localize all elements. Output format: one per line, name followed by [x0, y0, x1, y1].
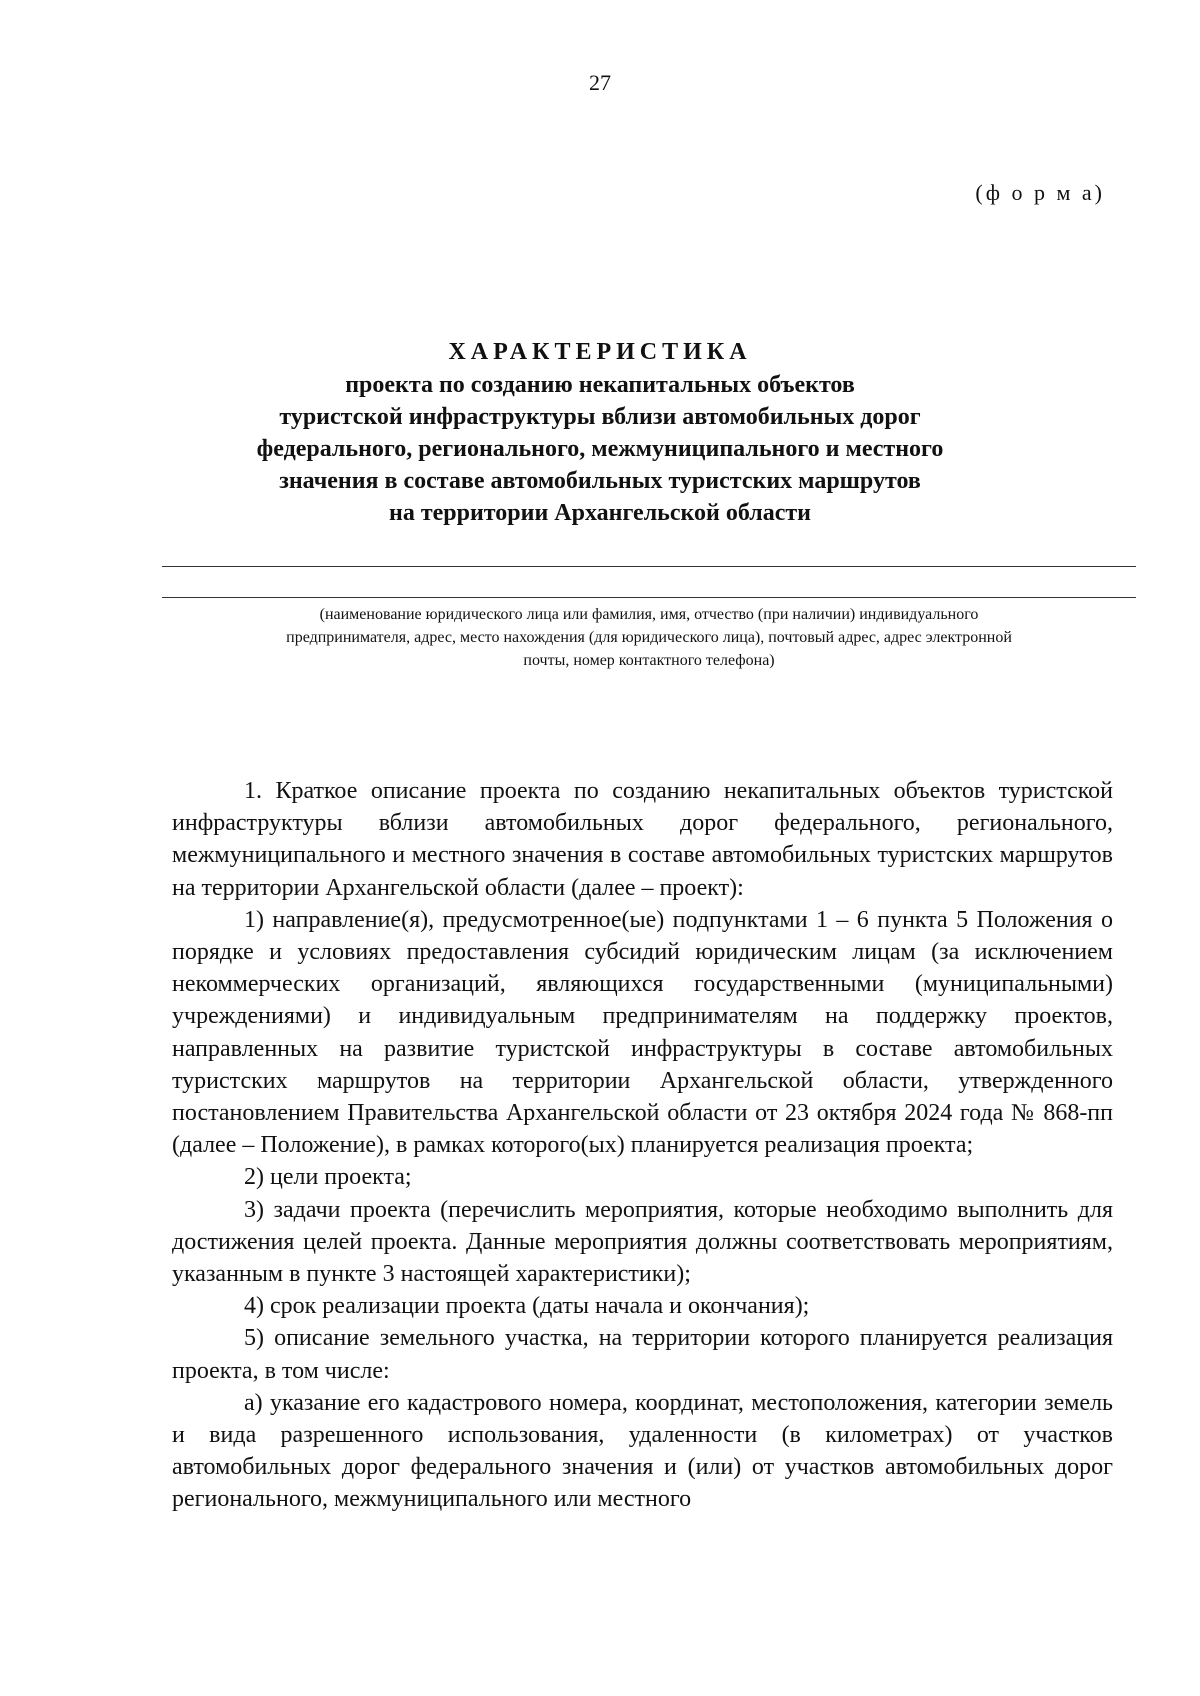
paragraph: 4) срок реализации проекта (даты начала и окончания);	[244, 1293, 810, 1320]
document-title	[0, 335, 1200, 529]
document-body	[172, 775, 1113, 1516]
paragraph: 1) направление(я), предусмотренное(ые) подпунктами 1 – 6 пункта 5 Положения о порядке и условиях предоставления субсидий юридическим лицам (за исключением некоммерческих организаций, являющихся государственными (муниципальными) учреждениями) и индивидуальным предпринимателям на поддержку проектов, направленных на развитие туристской инфраструктуры в составе автомобильных туристских маршрутов на территории Архангельской области, утвержденного постановлением Правительства Архангельской области от 23 октября 2024 года № 868-пп (далее – Положение), в рамках которого(ых) планируется реализация проекта;	[172, 906, 1113, 1159]
applicant-caption	[162, 603, 1136, 672]
title-line: значения в составе автомобильных туристских маршрутов	[279, 468, 921, 494]
title-main: ХАРАКТЕРИСТИКА	[448, 339, 752, 365]
title-line: проекта по созданию некапитальных объектов	[345, 372, 855, 398]
fill-in-line	[162, 597, 1136, 598]
paragraph: а) указание его кадастрового номера, координат, местоположения, категории земель и вида разрешенного использования, удаленности (в километрах) от участков автомобильных дорог федерального значения и (или) от участков автомобильных дорог регионального, межмуниципального или местного	[172, 1389, 1113, 1513]
title-line: на территории Архангельской области	[389, 500, 811, 526]
fill-in-line	[162, 566, 1136, 567]
paragraph: 1. Краткое описание проекта по созданию некапитальных объектов туристской инфраструктуры вблизи автомобильных дорог федерального, регионального, межмуниципального и местного значения в составе автомобильных туристских маршрутов на территории Архангельской области (далее – проект):	[172, 778, 1113, 901]
paragraph: 3) задачи проекта (перечислить мероприятия, которые необходимо выполнить для достижения целей проекта. Данные мероприятия должны соответствовать мероприятиям, указанным в пункте 3 настоящей характеристики);	[172, 1196, 1113, 1288]
caption-line: (наименование юридического лица или фамилия, имя, отчество (при наличии) индивидуального	[319, 606, 979, 623]
paragraph: 2) цели проекта;	[244, 1164, 412, 1191]
caption-line: почты, номер контактного телефона)	[523, 652, 775, 669]
paragraph: 5) описание земельного участка, на территории которого планируется реализация проекта, в том числе:	[172, 1325, 1113, 1384]
title-line: федерального, регионального, межмуниципального и местного	[256, 436, 944, 462]
page-number: 27	[589, 70, 611, 95]
form-label: (ф о р м а)	[975, 180, 1105, 205]
caption-line: предпринимателя, адрес, место нахождения (для юридического лица), почтовый адрес, адрес электронной	[286, 629, 1012, 646]
title-line: туристской инфраструктуры вблизи автомобильных дорог	[279, 404, 921, 430]
